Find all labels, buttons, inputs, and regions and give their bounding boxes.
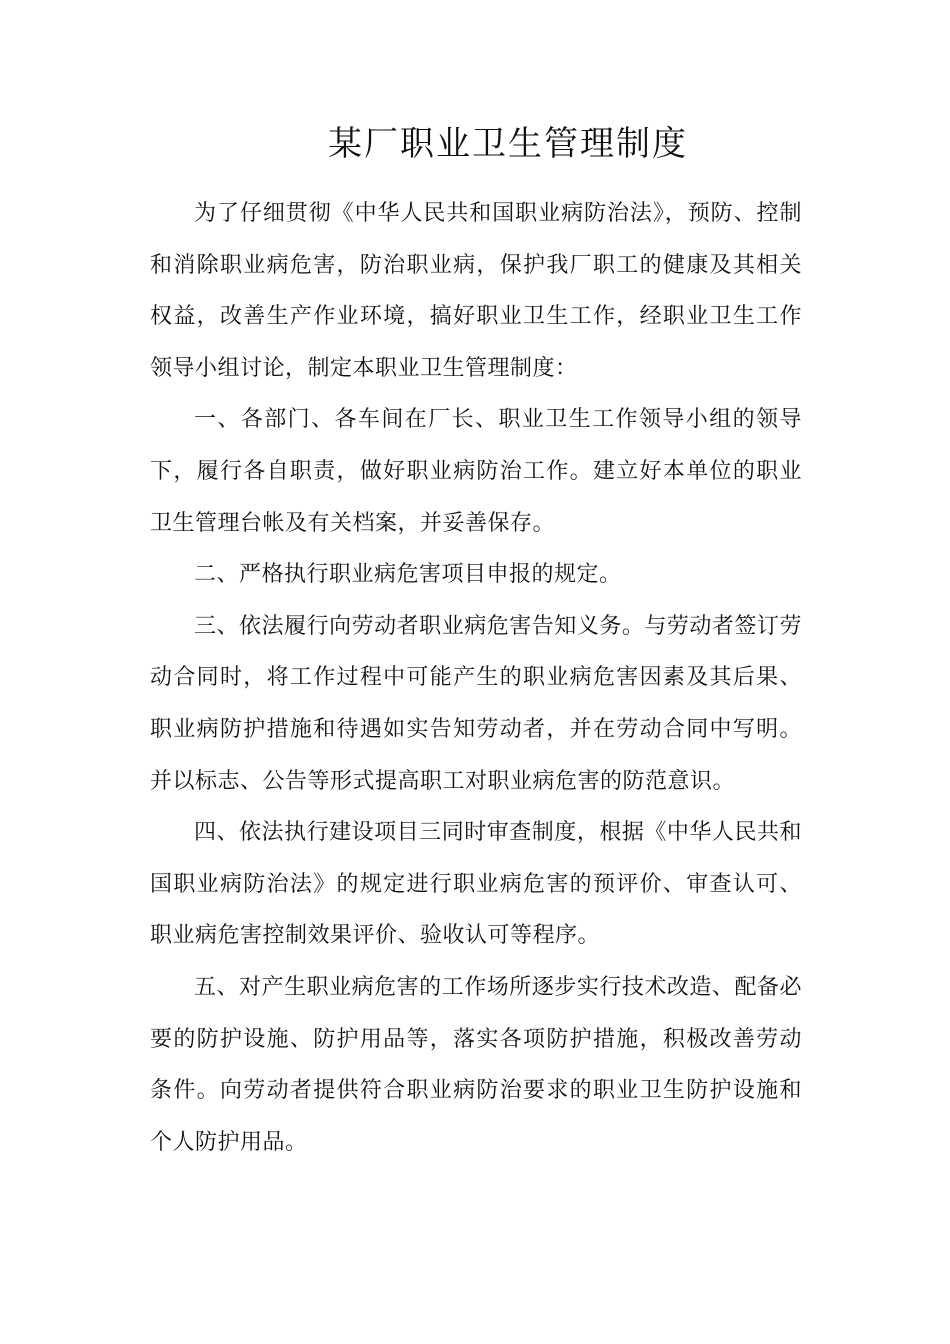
paragraph-intro: 为了仔细贯彻《中华人民共和国职业病防治法》，预防、控制和消除职业病危害，防治职业病，保护我厂职工的健康及其相关权益，改善生产作业环境，搞好职业卫生工作，经职业卫生工作领导小组讨论，制定本职业卫生管理制度： [150,201,802,381]
document-body [150,188,802,1168]
paragraph-item-5: 五、对产生职业病危害的工作场所逐步实行技术改造、配备必要的防护设施、防护用品等，落实各项防护措施，积极改善劳动条件。向劳动者提供符合职业病防治要求的职业卫生防护设施和个人防护用品。 [150,974,802,1155]
paragraph-item-4: 四、依法执行建设项目三同时审查制度，根据《中华人民共和国职业病防治法》的规定进行职业病危害的预评价、审查认可、职业病危害控制效果评价、验收认可等程序。 [150,820,802,949]
paragraph-item-1: 一、各部门、各车间在厂长、职业卫生工作领导小组的领导下，履行各自职责，做好职业病防治工作。建立好本单位的职业卫生管理台帐及有关档案，并妥善保存。 [150,407,802,536]
paragraph-item-2: 二、严格执行职业病危害项目申报的规定。 [194,562,622,588]
paragraph-item-3: 三、依法履行向劳动者职业病危害告知义务。与劳动者签订劳动合同时，将工作过程中可能产生的职业病危害因素及其后果、职业病防护措施和待遇如实告知劳动者，并在劳动合同中写明。并以标志、公告等形式提高职工对职业病危害的防范意识。 [150,613,802,794]
document-title: 某厂职业卫生管理制度 [328,124,688,164]
